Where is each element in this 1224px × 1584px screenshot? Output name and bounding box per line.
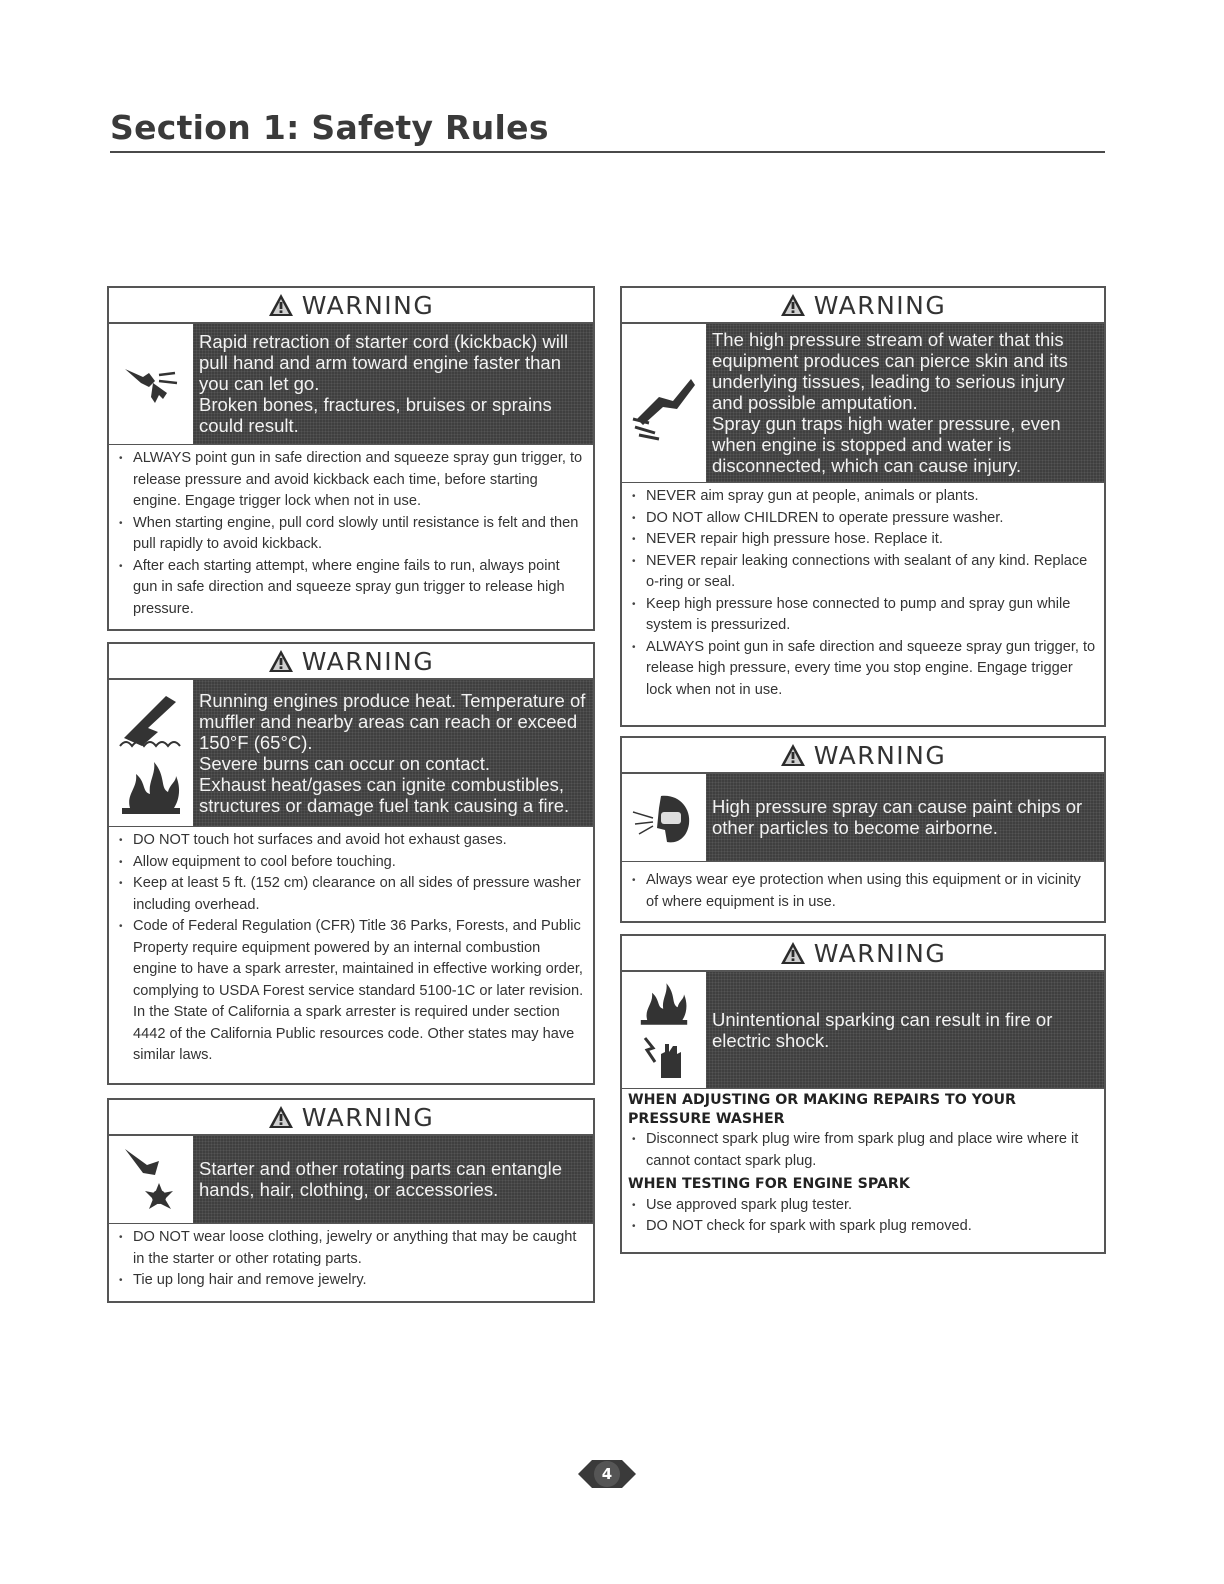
fire-icon — [635, 980, 693, 1028]
hazard-text: Running engines produce heat. Temperature of muffler and nearby areas can reach or exceed 150°F (65°C). — [199, 689, 586, 753]
fire-icon — [116, 758, 186, 818]
warning-box-airborne — [620, 736, 1106, 923]
electric-shock-icon — [639, 1034, 689, 1080]
hazard-message — [706, 324, 1104, 482]
hazard-text: High pressure spray can cause paint chips or other particles to become airborne. — [712, 796, 1083, 838]
rule-item: • Code of Federal Regulation (CFR) Title 36 Parks, Forests, and Public Property require equipment powered by an internal combustion engine to have a spark arrester, maintained in effective working order, complying to USDA Forest service standard 5100-1C or later revision. In the State of California a spark arrester is required under section 4442 of the California Public resources code. Other states may have similar laws. — [119, 916, 585, 1067]
hazard-icon-cell — [622, 324, 706, 482]
hazard-panel — [109, 324, 593, 445]
warning-header — [622, 288, 1104, 324]
warning-header — [622, 738, 1104, 774]
page-number-badge — [576, 1456, 638, 1492]
hot-surface-icon — [116, 688, 186, 752]
alert-triangle-icon — [780, 941, 806, 965]
rule-item: • Tie up long hair and remove jewelry. — [119, 1270, 585, 1292]
warning-header — [622, 936, 1104, 972]
hazard-text: Starter and other rotating parts can entangle hands, hair, clothing, or accessories. — [199, 1158, 563, 1200]
hazard-icon-cell — [109, 680, 193, 826]
rule-item: • DO NOT allow CHILDREN to operate pressure washer. — [632, 508, 1096, 530]
rule-item: • Keep high pressure hose connected to pump and spray gun while system is pressurized. — [632, 594, 1096, 637]
hazard-text: Broken bones, fractures, bruises or sprains could result. — [199, 394, 552, 436]
hazard-icon-cell — [109, 1136, 193, 1223]
hazard-message — [706, 972, 1104, 1088]
page-title: Section 1: Safety Rules — [110, 108, 549, 147]
rule-item: • DO NOT wear loose clothing, jewelry or anything that may be caught in the starter or other rotating parts. — [119, 1227, 585, 1270]
warning-title: WARNING — [301, 290, 435, 320]
warning-header — [109, 1100, 593, 1136]
hazard-text: Exhaust heat/gases can ignite combustibles, structures or damage fuel tank causing a fire. — [199, 773, 570, 816]
hazard-panel — [109, 1136, 593, 1224]
alert-triangle-icon — [780, 293, 806, 317]
high-pressure-injection-icon — [629, 363, 699, 443]
hazard-panel — [109, 680, 593, 827]
hazard-message — [706, 774, 1104, 861]
warning-box-spark — [620, 934, 1106, 1254]
warning-box-pierce — [620, 286, 1106, 727]
rule-list — [622, 1128, 1104, 1173]
rule-item: • ALWAYS point gun in safe direction and squeeze spray gun trigger, to release high pressure, every time you stop engine. Engage trigger lock when not in use. — [632, 637, 1096, 702]
rule-item: • NEVER repair high pressure hose. Replace it. — [632, 529, 1096, 551]
rule-item: • DO NOT check for spark with spark plug removed. — [632, 1216, 1096, 1238]
hazard-text: Rapid retraction of starter cord (kickback) will pull hand and arm toward engine faster than you can let go. — [199, 331, 569, 394]
rule-item: • Disconnect spark plug wire from spark plug and place wire where it cannot contact spark plug. — [632, 1129, 1096, 1172]
warning-header — [109, 288, 593, 324]
hazard-icon-cell — [622, 774, 706, 861]
hazard-text: Unintentional sparking can result in fire or electric shock. — [712, 1008, 1053, 1051]
warning-title: WARNING — [301, 646, 435, 676]
rule-list — [109, 1224, 593, 1296]
rule-list — [622, 862, 1104, 917]
hazard-icon-cell — [622, 972, 706, 1088]
eye-protection-icon — [631, 788, 697, 848]
hazard-message — [193, 680, 593, 826]
hazard-text: The high pressure stream of water that this equipment produces can pierce skin and its underlying tissues, leading to serious injury and possible amputation. — [712, 329, 1068, 413]
page-number: 4 — [601, 1465, 613, 1483]
warning-header — [109, 644, 593, 680]
alert-triangle-icon — [268, 1105, 294, 1129]
warning-title: WARNING — [813, 740, 947, 770]
title-divider — [110, 151, 1105, 153]
warning-title: WARNING — [813, 290, 947, 320]
warning-box-kickback — [107, 286, 595, 631]
rule-list — [109, 445, 593, 624]
rule-item: • NEVER repair leaking connections with sealant of any kind. Replace o-ring or seal. — [632, 551, 1096, 594]
rule-list — [622, 483, 1104, 705]
hazard-panel — [622, 972, 1104, 1089]
rule-item: • NEVER aim spray gun at people, animals or plants. — [632, 486, 1096, 508]
rule-item: • Always wear eye protection when using this equipment or in vicinity of where equipment is in use. — [632, 870, 1096, 913]
rule-item: • When starting engine, pull cord slowly until resistance is felt and then pull rapidly to avoid kickback. — [119, 513, 585, 556]
hazard-icon-cell — [109, 324, 193, 444]
warning-box-heat — [107, 642, 595, 1085]
hazard-text: Spray gun traps high water pressure, even when engine is stopped and water is disconnected, which can cause injury. — [712, 413, 1061, 476]
rule-item: • After each starting attempt, where engine fails to run, always point gun in safe direction and squeeze spray gun trigger to release high pressure. — [119, 556, 585, 621]
rule-item: • Keep at least 5 ft. (152 cm) clearance on all sides of pressure washer including overhead. — [119, 873, 585, 916]
alert-triangle-icon — [268, 293, 294, 317]
rule-list — [622, 1194, 1104, 1242]
section-subheading: WHEN ADJUSTING OR MAKING REPAIRS TO YOUR PRESSURE WASHER — [628, 1092, 1016, 1127]
section-subheading: WHEN TESTING FOR ENGINE SPARK — [628, 1176, 910, 1192]
hazard-message — [193, 324, 593, 444]
kickback-hand-icon — [119, 357, 183, 411]
rule-item: • DO NOT touch hot surfaces and avoid hot exhaust gases. — [119, 830, 585, 852]
rule-item: • Use approved spark plug tester. — [632, 1195, 1096, 1217]
rotating-parts-icon — [119, 1143, 183, 1217]
hazard-panel — [622, 774, 1104, 862]
hazard-panel — [622, 324, 1104, 483]
warning-title: WARNING — [813, 938, 947, 968]
warning-title: WARNING — [301, 1102, 435, 1132]
rule-item: • ALWAYS point gun in safe direction and squeeze spray gun trigger, to release pressure and avoid kickback each time, before starting engine. Engage trigger lock when not in use. — [119, 448, 585, 513]
rule-item: • Allow equipment to cool before touching. — [119, 852, 585, 874]
warning-box-entangle — [107, 1098, 595, 1303]
alert-triangle-icon — [780, 743, 806, 767]
alert-triangle-icon — [268, 649, 294, 673]
rule-list — [109, 827, 593, 1071]
hazard-text: Severe burns can occur on contact. — [199, 752, 491, 774]
hazard-message — [193, 1136, 593, 1223]
